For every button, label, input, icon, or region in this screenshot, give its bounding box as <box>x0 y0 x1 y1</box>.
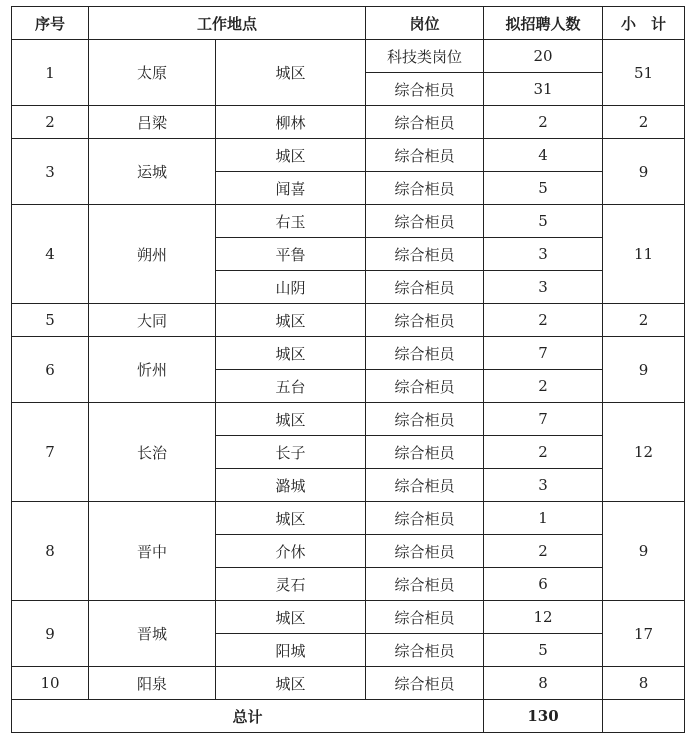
subtotal-cell: 8 <box>603 667 685 700</box>
count-cell: 6 <box>484 568 603 601</box>
position-cell: 综合柜员 <box>366 403 484 436</box>
district-cell: 柳林 <box>216 106 366 139</box>
city-cell: 晋城 <box>89 601 216 667</box>
position-cell: 综合柜员 <box>366 337 484 370</box>
header-planned: 拟招聘人数 <box>484 7 603 40</box>
table-body <box>12 40 685 700</box>
position-cell: 科技类岗位 <box>366 40 484 73</box>
district-cell: 城区 <box>216 304 366 337</box>
district-cell: 城区 <box>216 667 366 700</box>
district-cell: 灵石 <box>216 568 366 601</box>
district-cell: 城区 <box>216 502 366 535</box>
subtotal-cell: 9 <box>603 139 685 205</box>
position-cell: 综合柜员 <box>366 139 484 172</box>
table-row <box>12 502 685 535</box>
district-cell: 山阴 <box>216 271 366 304</box>
count-cell: 3 <box>484 238 603 271</box>
subtotal-cell: 51 <box>603 40 685 106</box>
city-cell: 大同 <box>89 304 216 337</box>
subtotal-cell: 2 <box>603 106 685 139</box>
position-cell: 综合柜员 <box>366 271 484 304</box>
district-cell: 城区 <box>216 601 366 634</box>
position-cell: 综合柜员 <box>366 535 484 568</box>
position-cell: 综合柜员 <box>366 304 484 337</box>
position-cell: 综合柜员 <box>366 601 484 634</box>
seq-cell: 4 <box>12 205 89 304</box>
district-cell: 平鲁 <box>216 238 366 271</box>
district-cell: 闻喜 <box>216 172 366 205</box>
table-row <box>12 667 685 700</box>
count-cell: 8 <box>484 667 603 700</box>
count-cell: 5 <box>484 634 603 667</box>
position-cell: 综合柜员 <box>366 568 484 601</box>
position-cell: 综合柜员 <box>366 502 484 535</box>
header-subtotal: 小 计 <box>603 7 685 40</box>
position-cell: 综合柜员 <box>366 634 484 667</box>
count-cell: 2 <box>484 436 603 469</box>
city-cell: 运城 <box>89 139 216 205</box>
district-cell: 阳城 <box>216 634 366 667</box>
count-cell: 2 <box>484 106 603 139</box>
position-cell: 综合柜员 <box>366 172 484 205</box>
district-cell: 长子 <box>216 436 366 469</box>
city-cell: 长治 <box>89 403 216 502</box>
position-cell: 综合柜员 <box>366 469 484 502</box>
district-cell: 城区 <box>216 139 366 172</box>
city-cell: 朔州 <box>89 205 216 304</box>
table-row <box>12 601 685 634</box>
count-cell: 12 <box>484 601 603 634</box>
count-cell: 7 <box>484 403 603 436</box>
subtotal-cell: 11 <box>603 205 685 304</box>
total-value: 130 <box>484 700 603 733</box>
city-cell: 晋中 <box>89 502 216 601</box>
total-label: 总计 <box>12 700 484 733</box>
seq-cell: 10 <box>12 667 89 700</box>
position-cell: 综合柜员 <box>366 436 484 469</box>
district-cell: 城区 <box>216 403 366 436</box>
table-row <box>12 106 685 139</box>
seq-cell: 1 <box>12 40 89 106</box>
position-cell: 综合柜员 <box>366 73 484 106</box>
seq-cell: 6 <box>12 337 89 403</box>
district-cell: 介休 <box>216 535 366 568</box>
count-cell: 31 <box>484 73 603 106</box>
subtotal-cell: 9 <box>603 502 685 601</box>
header-location: 工作地点 <box>89 7 366 40</box>
count-cell: 3 <box>484 469 603 502</box>
table-row <box>12 337 685 370</box>
count-cell: 1 <box>484 502 603 535</box>
seq-cell: 3 <box>12 139 89 205</box>
subtotal-cell: 9 <box>603 337 685 403</box>
district-cell: 城区 <box>216 337 366 370</box>
seq-cell: 2 <box>12 106 89 139</box>
recruitment-table <box>11 6 685 733</box>
header-row <box>12 7 685 40</box>
count-cell: 3 <box>484 271 603 304</box>
count-cell: 7 <box>484 337 603 370</box>
subtotal-cell: 12 <box>603 403 685 502</box>
header-position: 岗位 <box>366 7 484 40</box>
count-cell: 2 <box>484 370 603 403</box>
position-cell: 综合柜员 <box>366 667 484 700</box>
count-cell: 2 <box>484 535 603 568</box>
count-cell: 20 <box>484 40 603 73</box>
district-cell: 潞城 <box>216 469 366 502</box>
count-cell: 4 <box>484 139 603 172</box>
table-row <box>12 139 685 172</box>
total-empty-cell <box>603 700 685 733</box>
count-cell: 5 <box>484 205 603 238</box>
district-cell: 城区 <box>216 40 366 106</box>
count-cell: 2 <box>484 304 603 337</box>
table-row <box>12 40 685 73</box>
city-cell: 太原 <box>89 40 216 106</box>
subtotal-cell: 17 <box>603 601 685 667</box>
position-cell: 综合柜员 <box>366 238 484 271</box>
table-row <box>12 304 685 337</box>
subtotal-cell: 2 <box>603 304 685 337</box>
table-row <box>12 205 685 238</box>
seq-cell: 5 <box>12 304 89 337</box>
district-cell: 右玉 <box>216 205 366 238</box>
position-cell: 综合柜员 <box>366 106 484 139</box>
header-seq: 序号 <box>12 7 89 40</box>
count-cell: 5 <box>484 172 603 205</box>
city-cell: 阳泉 <box>89 667 216 700</box>
total-row <box>12 700 685 733</box>
seq-cell: 9 <box>12 601 89 667</box>
seq-cell: 7 <box>12 403 89 502</box>
seq-cell: 8 <box>12 502 89 601</box>
position-cell: 综合柜员 <box>366 205 484 238</box>
table-row <box>12 403 685 436</box>
city-cell: 吕梁 <box>89 106 216 139</box>
position-cell: 综合柜员 <box>366 370 484 403</box>
city-cell: 忻州 <box>89 337 216 403</box>
district-cell: 五台 <box>216 370 366 403</box>
